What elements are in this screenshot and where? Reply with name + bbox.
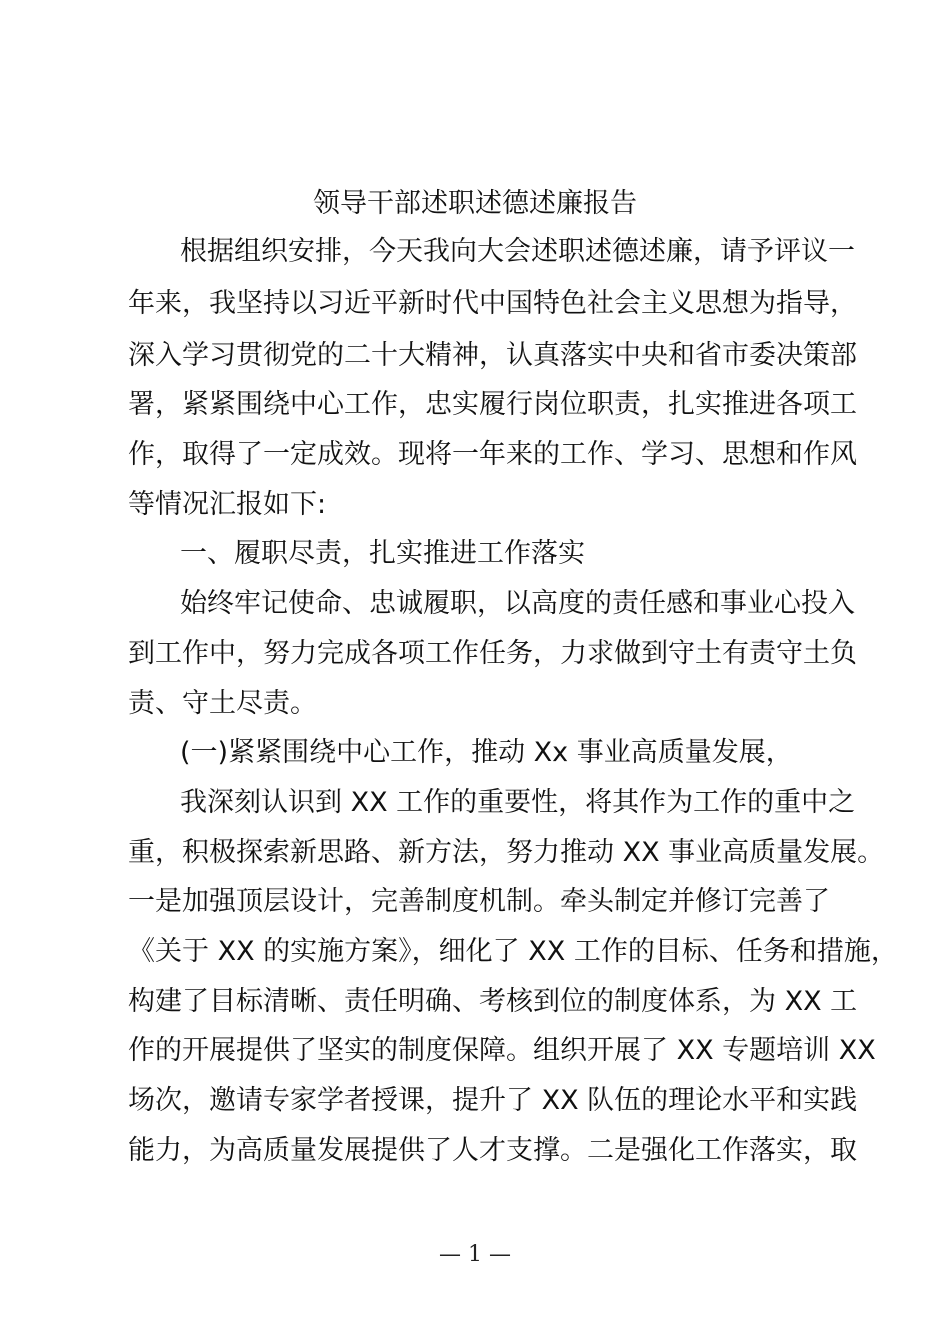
body-line-4: 署，紧紧围绕中心工作，忠实履行岗位职责，扎实推进各项工 [128, 389, 857, 420]
body-line-16: 构建了目标清晰、责任明确、考核到位的制度体系，为 XX 工 [128, 986, 858, 1017]
body-line-2: 年来，我坚持以习近平新时代中国特色社会主义思想为指导， [128, 288, 857, 319]
body-line-8: 始终牢记使命、忠诚履职，以高度的责任感和事业心投入 [180, 588, 855, 619]
body-line-17: 作的开展提供了坚实的制度保障。组织开展了 XX 专题培训 XX [128, 1035, 876, 1066]
body-line-3: 深入学习贯彻党的二十大精神，认真落实中央和省市委决策部 [128, 340, 857, 371]
body-line-9: 到工作中，努力完成各项工作任务，力求做到守土有责守土负 [128, 638, 857, 669]
body-line-6: 等情况汇报如下: [128, 489, 327, 520]
document-title: 领导干部述职述德述廉报告 [313, 188, 637, 219]
subsection-heading-1: (一)紧紧围绕中心工作，推动 Xx 事业高质量发展， [180, 737, 793, 768]
body-line-18: 场次，邀请专家学者授课，提升了 XX 队伍的理论水平和实践 [128, 1085, 858, 1116]
body-line-12: 我深刻认识到 XX 工作的重要性，将其作为工作的重中之 [180, 787, 856, 818]
body-line-5: 作，取得了一定成效。现将一年来的工作、学习、思想和作风 [128, 439, 857, 470]
body-line-10: 责、守土尽责。 [128, 688, 317, 719]
page-number: — 1 — [439, 1242, 511, 1267]
body-line-1: 根据组织安排，今天我向大会述职述德述廉，请予评议一 [180, 236, 855, 267]
section-heading-1: 一、履职尽责，扎实推进工作落实 [180, 538, 585, 569]
body-line-13: 重，积极探索新思路、新方法，努力推动 XX 事业高质量发展。 [128, 837, 885, 868]
body-line-19: 能力，为高质量发展提供了人才支撑。二是强化工作落实，取 [128, 1135, 857, 1166]
body-line-15: 《关于 XX 的实施方案》，细化了 XX 工作的目标、任务和措施， [128, 936, 898, 967]
body-line-14: 一是加强顶层设计，完善制度机制。牵头制定并修订完善了 [128, 886, 830, 917]
